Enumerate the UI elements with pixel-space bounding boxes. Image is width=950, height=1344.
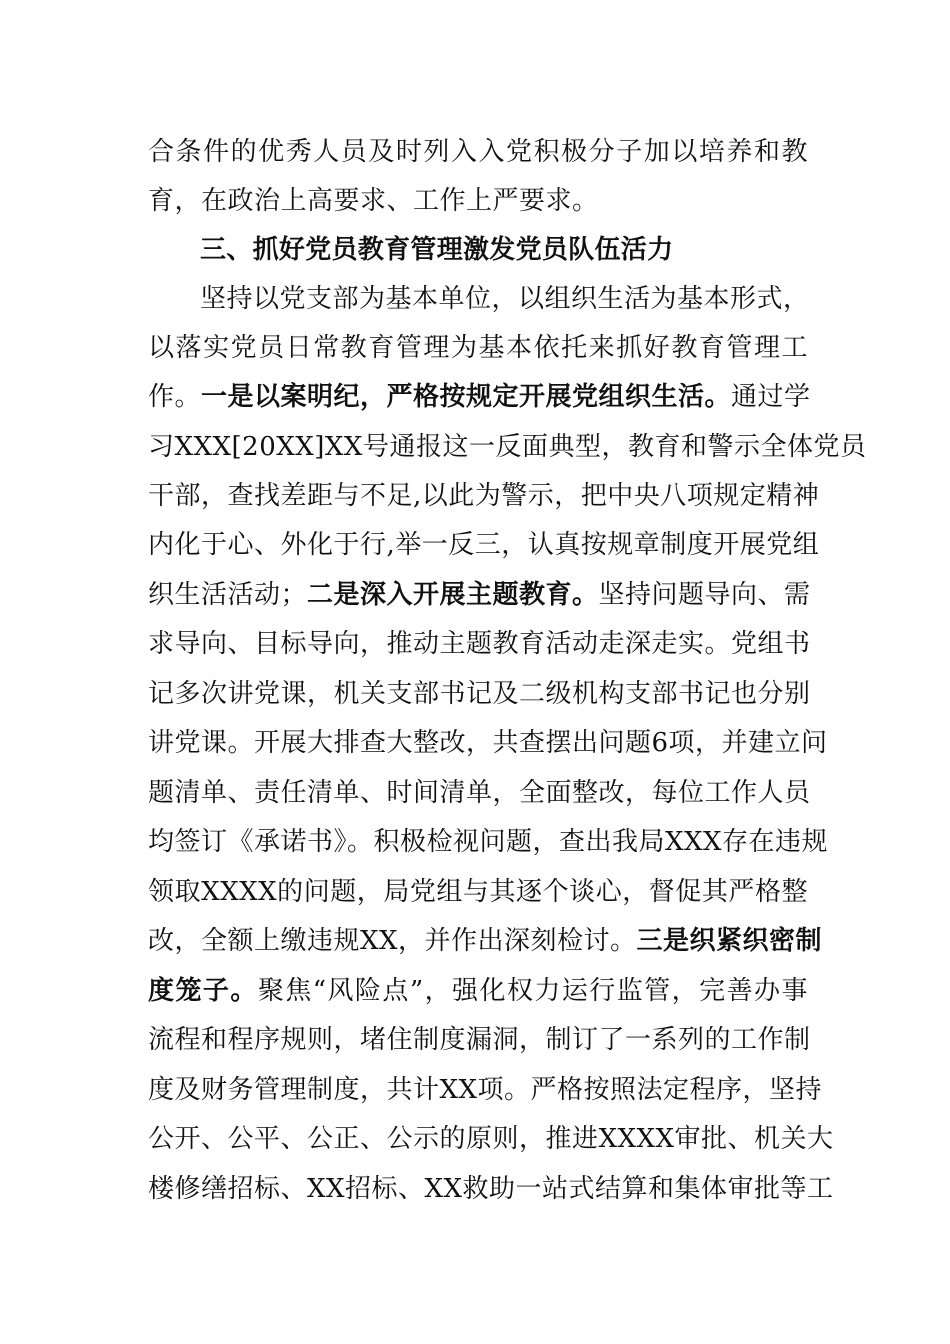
- text-line: 度及财务管理制度，共计XX项。严格按照法定程序，坚持: [148, 1075, 823, 1105]
- text-line: 求导向、目标导向，推动主题教育活动走深走实。党组书: [148, 629, 811, 659]
- text-line: 内化于心、外化于行,举一反三，认真按规章制度开展党组: [148, 530, 820, 560]
- text-span: 坚持问题导向、需: [598, 580, 811, 610]
- text-line: 干部，查找差距与不足,以此为警示，把中央八项规定精神: [148, 481, 820, 511]
- text-span: 通过学: [731, 382, 811, 412]
- text-line: 记多次讲党课，机关支部书记及二级机构支部书记也分别: [148, 679, 811, 709]
- text-line: [148, 917, 823, 966]
- bold-point-3: 三是织紧织密制: [636, 926, 823, 956]
- text-line: [148, 967, 808, 1016]
- text-line: [148, 373, 811, 422]
- text-line: 均签订《承诺书》。积极检视问题，查出我局XXX存在违规: [148, 827, 829, 857]
- text-line: 以落实党员日常教育管理为基本依托来抓好教育管理工: [148, 333, 808, 363]
- text-line: [148, 571, 811, 620]
- text-line: 坚持以党支部为基本单位，以组织生活为基本形式，: [200, 284, 810, 314]
- bold-point-2: 二是深入开展主题教育。: [307, 580, 599, 610]
- bold-point-3-cont: 度笼子。: [148, 976, 258, 1006]
- text-line: 楼修缮招标、XX招标、XX救助一站式结算和集体审批等工: [148, 1174, 834, 1204]
- text-line: 育，在政治上高要求、工作上严要求。: [148, 186, 599, 216]
- text-line: 题清单、责任清单、时间清单，全面整改，每位工作人员: [148, 778, 811, 808]
- text-span: 改，全额上缴违规XX，并作出深刻检讨。: [148, 926, 637, 956]
- text-line: 流程和程序规则，堵住制度漏洞，制订了一系列的工作制: [148, 1025, 811, 1055]
- bold-point-1: 一是以案明纪，严格按规定开展党组织生活。: [201, 382, 732, 412]
- text-line: 领取XXXX的问题，局党组与其逐个谈心，督促其严格整: [148, 877, 808, 907]
- text-line: 公开、公平、公正、公示的原则，推进XXXX审批、机关大: [148, 1124, 834, 1154]
- text-line: 讲党课。开展大排查大整改，共查摆出问题6项，并建立问: [148, 728, 828, 758]
- text-span: 聚焦“风险点”，强化权力运行监管，完善办事: [257, 976, 808, 1006]
- text-span: 织生活活动；: [148, 580, 308, 610]
- text-span: 作。: [148, 382, 202, 412]
- text-line: 合条件的优秀人员及时列入入党积极分子加以培养和教: [148, 137, 808, 167]
- section-heading: 三、抓好党员教育管理激发党员队伍活力: [200, 235, 674, 265]
- text-line: 习XXX[20XX]XX号通报这一反面典型，教育和警示全体党员: [148, 432, 867, 462]
